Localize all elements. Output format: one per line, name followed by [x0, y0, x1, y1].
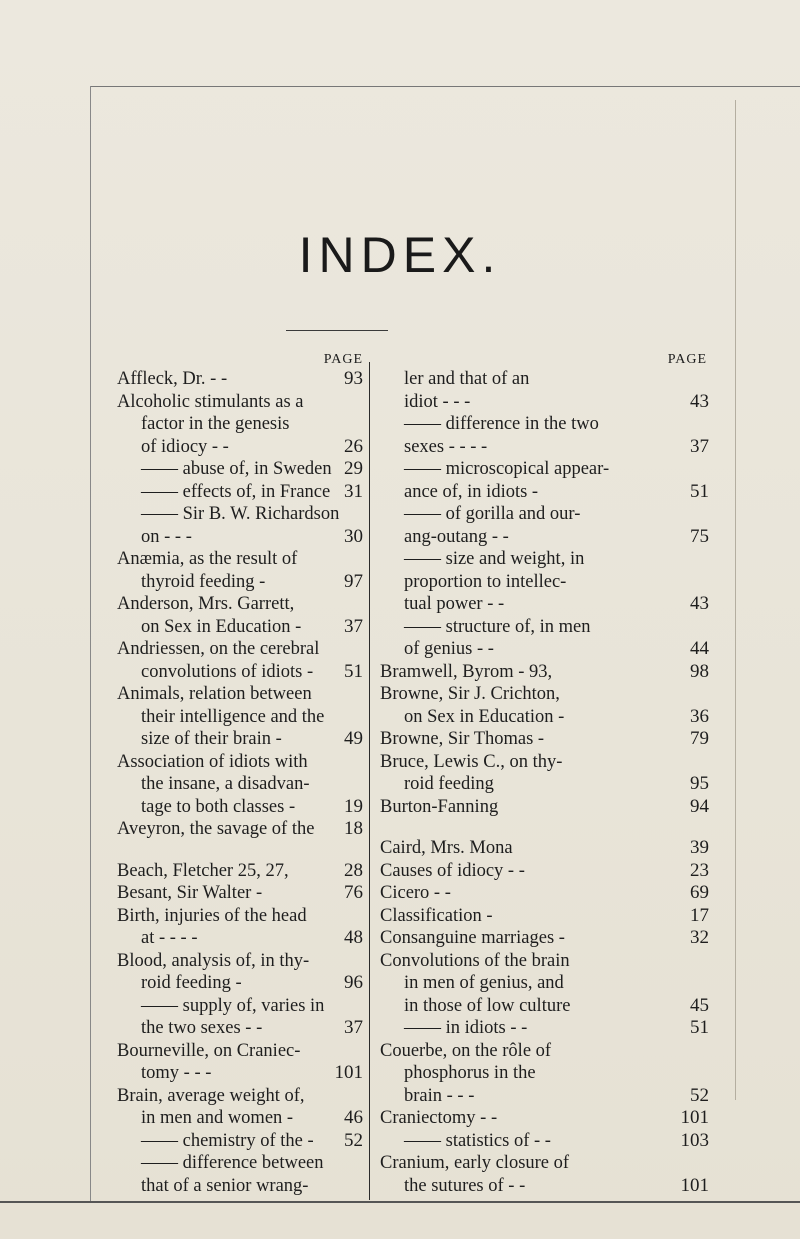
index-entry-text: —— Sir B. W. Richardson: [141, 504, 340, 524]
index-entry-text: ler and that of an: [404, 369, 530, 389]
index-entry: [117, 1130, 363, 1153]
index-entry-text: Cranium, early closure of: [380, 1153, 570, 1173]
index-entry-text: of genius - -: [404, 639, 494, 659]
index-entry: [380, 728, 709, 751]
column-divider: [369, 362, 370, 1200]
index-entry: [380, 1062, 709, 1085]
index-entry-text: on Sex in Education -: [141, 616, 302, 637]
index-entry-text: on Sex in Education -: [404, 706, 565, 727]
index-entry: [117, 661, 363, 684]
index-entry: [117, 995, 363, 1018]
index-title: INDEX.: [298, 227, 502, 283]
index-entry-text: —— in idiots - -: [404, 1018, 528, 1038]
index-entry-text: their intelligence and the: [141, 706, 325, 727]
index-entry: [117, 972, 363, 995]
index-entry: [117, 796, 363, 819]
index-column-left: [117, 352, 363, 1197]
index-entry-page: 43: [690, 593, 709, 614]
index-entry: [380, 683, 709, 706]
index-entry-text: Brain, average weight of,: [117, 1085, 305, 1106]
scan-border-top: [90, 86, 800, 87]
index-entry: [380, 368, 709, 391]
index-entry-text: proportion to intellec-: [404, 571, 567, 592]
index-entry-page: 17: [690, 904, 709, 926]
index-entry-text: sexes - - - -: [404, 436, 488, 457]
index-entry-page: 31: [344, 480, 363, 502]
index-entry-page: 48: [344, 927, 363, 948]
index-entry-text: of idiocy - -: [141, 436, 229, 457]
index-entry-text: the sutures of - -: [404, 1175, 526, 1196]
index-entry-text: —— of gorilla and our-: [404, 504, 581, 524]
index-entry: [380, 1175, 709, 1198]
index-entry: [380, 526, 709, 549]
index-entry: [117, 1152, 363, 1175]
index-entry-text: roid feeding: [404, 774, 494, 794]
index-entry: [380, 436, 709, 459]
index-entry-text: ang-outang - -: [404, 526, 509, 547]
index-entry-text: Consanguine marriages -: [380, 928, 565, 948]
index-entry: [380, 927, 709, 950]
index-entry-text: tomy - - -: [141, 1063, 212, 1083]
index-entries-right: [380, 368, 709, 1197]
index-entry-page: 75: [690, 525, 709, 547]
index-entry-page: 52: [690, 1084, 709, 1106]
index-entry-text: Aveyron, the savage of the: [117, 819, 315, 839]
index-entry-text: Browne, Sir Thomas -: [380, 729, 545, 749]
index-entry: [117, 1107, 363, 1130]
index-entry: [117, 1017, 363, 1040]
index-entry-page: 39: [690, 837, 709, 858]
index-entry: [380, 837, 709, 860]
index-entry-text: Besant, Sir Walter -: [117, 883, 263, 903]
index-entry: [117, 706, 363, 729]
index-entry-text: —— effects of, in France: [141, 481, 331, 502]
index-entry-text: idiot - - -: [404, 391, 471, 412]
index-entry-text: Classification -: [380, 905, 493, 926]
index-entry: [380, 413, 709, 436]
index-entry-text: the two sexes - -: [141, 1018, 263, 1038]
index-entry: [117, 593, 363, 616]
index-entry-text: convolutions of idiots -: [141, 661, 314, 682]
index-entry: [117, 683, 363, 706]
index-entry: [117, 1085, 363, 1108]
index-entry-page: 37: [344, 615, 363, 637]
index-entry-page: 101: [334, 1062, 363, 1083]
page-column-heading: PAGE: [667, 352, 707, 367]
index-entry: [117, 1062, 363, 1085]
index-entry-text: size of their brain -: [141, 729, 282, 749]
index-entry-page: 95: [690, 773, 709, 794]
index-entry: [117, 503, 363, 526]
index-entry-page: 26: [344, 435, 363, 457]
index-entry-text: —— structure of, in men: [404, 616, 591, 637]
index-entry-text: —— supply of, varies in: [141, 995, 325, 1016]
index-entry: [380, 796, 709, 819]
index-entry: [117, 818, 363, 841]
index-entry-text: tual power - -: [404, 594, 505, 614]
index-entry-page: 51: [690, 1017, 709, 1038]
index-entry-text: Bourneville, on Craniec-: [117, 1040, 301, 1061]
index-entry-text: Bramwell, Byrom - 93,: [380, 661, 553, 682]
index-entry-text: the insane, a disadvan-: [141, 774, 310, 794]
index-entry-text: thyroid feeding -: [141, 571, 266, 592]
index-entry-text: brain - - -: [404, 1085, 475, 1106]
index-entry-text: roid feeding -: [141, 973, 242, 993]
index-entry-text: Craniectomy - -: [380, 1108, 498, 1128]
index-entry-text: tage to both classes -: [141, 796, 296, 817]
index-entry: [380, 593, 709, 616]
index-entry: [380, 860, 709, 883]
index-entry: [117, 616, 363, 639]
page-column-heading: PAGE: [323, 352, 363, 367]
index-entry: [380, 616, 709, 639]
index-entry: [117, 751, 363, 774]
index-entry-page: 19: [344, 795, 363, 817]
index-entry-page: 51: [344, 660, 363, 682]
index-entry-text: in men of genius, and: [404, 973, 564, 993]
index-entry-text: on - - -: [141, 526, 192, 547]
index-entry-page: 30: [344, 525, 363, 547]
index-entry-page: 49: [344, 728, 363, 749]
index-entry: [117, 1175, 363, 1198]
index-entries-left: [117, 368, 363, 1197]
index-entry: [380, 751, 709, 774]
index-entry: [117, 571, 363, 594]
index-entry-page: 37: [690, 435, 709, 457]
index-entry: [117, 391, 363, 414]
index-entry: [380, 548, 709, 571]
index-entry: [117, 368, 363, 391]
index-entry-text: Causes of idiocy - -: [380, 860, 525, 881]
index-entry-text: Couerbe, on the rôle of: [380, 1040, 552, 1061]
index-entry-text: at - - - -: [141, 928, 198, 948]
index-entry: [117, 1040, 363, 1063]
index-entry: [117, 548, 363, 571]
index-entry: [117, 638, 363, 661]
index-entry-text: Andriessen, on the cerebral: [117, 639, 320, 659]
index-entry-text: Anderson, Mrs. Garrett,: [117, 594, 295, 614]
index-entry-text: —— chemistry of the -: [141, 1130, 314, 1151]
index-entry: [117, 905, 363, 928]
index-entry-page: 101: [680, 1107, 709, 1128]
index-entry: [380, 950, 709, 973]
index-entry-page: 37: [344, 1017, 363, 1038]
index-entry-text: factor in the genesis: [141, 414, 290, 434]
index-entry: [380, 773, 709, 796]
index-entry: [117, 882, 363, 905]
index-entry-page: 51: [690, 480, 709, 502]
index-entry-page: 69: [690, 882, 709, 903]
index-entry-text: —— abuse of, in Sweden: [141, 459, 332, 479]
index-entry-page: 29: [344, 458, 363, 479]
index-entry: [117, 773, 363, 796]
index-entry: [117, 927, 363, 950]
index-entry-text: Animals, relation between: [117, 684, 312, 704]
index-entry-text: —— difference in the two: [404, 414, 599, 434]
index-entry-text: Affleck, Dr. - -: [117, 369, 228, 389]
index-entry-text: —— statistics of - -: [404, 1130, 551, 1151]
index-entry-page: 23: [690, 859, 709, 881]
index-entry: [380, 995, 709, 1018]
index-entry-page: 44: [690, 638, 709, 659]
index-entry: [380, 503, 709, 526]
index-column-right: [380, 352, 709, 1197]
index-entry: [380, 706, 709, 729]
index-entry: [117, 481, 363, 504]
index-entry-text: Bruce, Lewis C., on thy-: [380, 751, 563, 772]
index-entry-page: 43: [690, 390, 709, 412]
index-entry: [117, 413, 363, 436]
index-entry-page: 101: [680, 1174, 709, 1196]
index-entry: [380, 1107, 709, 1130]
index-entry: [117, 458, 363, 481]
index-entry: [380, 1152, 709, 1175]
index-entry-page: 36: [690, 705, 709, 727]
index-entry: [380, 458, 709, 481]
index-entry-page: 98: [690, 660, 709, 682]
index-entry-text: Anæmia, as the result of: [117, 549, 298, 569]
index-entry: [380, 638, 709, 661]
index-entry: [380, 571, 709, 594]
index-entry-text: Association of idiots with: [117, 751, 308, 772]
index-entry-page: 93: [344, 368, 363, 389]
index-entry-text: —— difference between: [141, 1153, 324, 1173]
index-entry-page: 94: [690, 795, 709, 817]
index-entry: [117, 526, 363, 549]
index-entry-page: 79: [690, 728, 709, 749]
index-entry: [380, 972, 709, 995]
scan-border-bottom: [0, 1201, 800, 1203]
index-entry: [117, 436, 363, 459]
index-entry-text: —— size and weight, in: [404, 549, 585, 569]
index-entry: [380, 1130, 709, 1153]
index-entry-text: that of a senior wrang-: [141, 1175, 309, 1196]
index-entry-text: in those of low culture: [404, 995, 571, 1016]
index-entry: [380, 481, 709, 504]
index-entry-text: Alcoholic stimulants as a: [117, 391, 304, 412]
index-entry: [380, 1085, 709, 1108]
index-entry: [117, 950, 363, 973]
index-entry: [380, 882, 709, 905]
index-entry-page: 45: [690, 994, 709, 1016]
index-entry-page: 18: [344, 818, 363, 839]
index-entry: [380, 661, 709, 684]
index-entry-page: 28: [344, 859, 363, 881]
index-entry: [380, 391, 709, 414]
index-entry: [117, 860, 363, 883]
index-entry-text: ance of, in idiots -: [404, 481, 539, 502]
index-entry-text: Caird, Mrs. Mona: [380, 838, 513, 858]
index-entry-page: 46: [344, 1107, 363, 1128]
index-entry-text: Blood, analysis of, in thy-: [117, 950, 310, 971]
index-entry-text: —— microscopical appear-: [404, 459, 610, 479]
index-entry-page: 32: [690, 927, 709, 948]
index-entry-text: Burton-Fanning: [380, 796, 499, 817]
index-entry-page: 103: [680, 1129, 709, 1151]
index-entry-page: 76: [344, 882, 363, 903]
index-entry-text: Cicero - -: [380, 883, 451, 903]
index-entry-text: Beach, Fletcher 25, 27,: [117, 860, 289, 881]
index-entry-text: Browne, Sir J. Crichton,: [380, 684, 560, 704]
index-entry: [380, 905, 709, 928]
index-entry-text: in men and women -: [141, 1108, 294, 1128]
index-entry-page: 97: [344, 570, 363, 592]
index-entry: [380, 1040, 709, 1063]
index-entry-text: phosphorus in the: [404, 1063, 536, 1083]
index-entry-page: 96: [344, 972, 363, 993]
index-entry: [117, 728, 363, 751]
index-entry-text: Convolutions of the brain: [380, 950, 570, 971]
title-rule: [286, 330, 388, 331]
index-entry-page: 52: [344, 1129, 363, 1151]
index-entry-text: Birth, injuries of the head: [117, 905, 307, 926]
index-entry: [380, 1017, 709, 1040]
